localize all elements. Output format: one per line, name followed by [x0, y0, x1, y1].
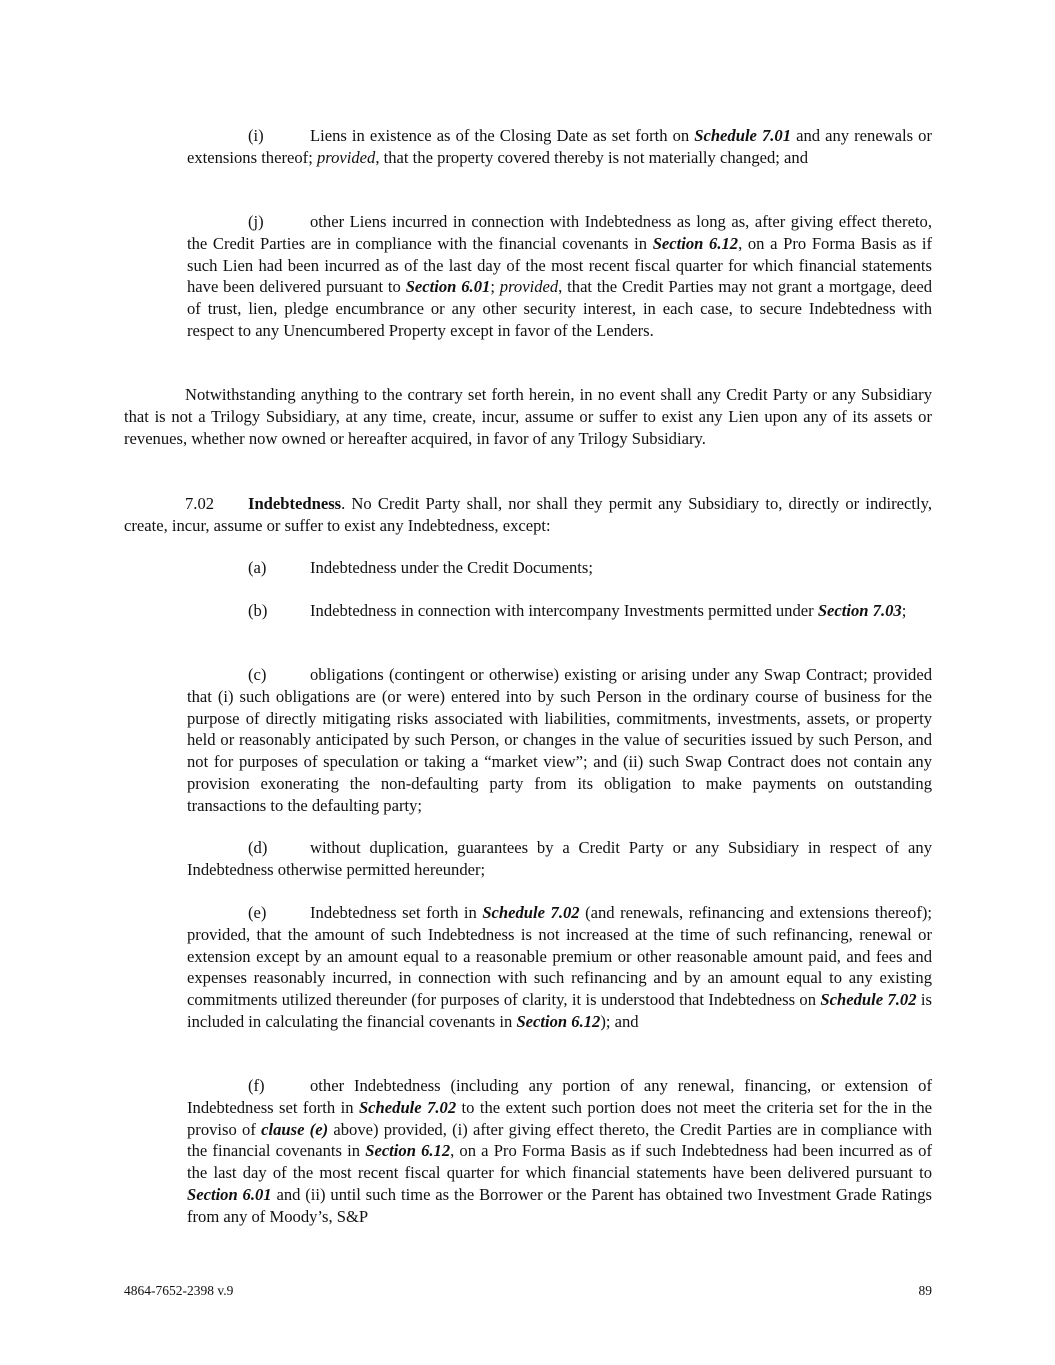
clause-text: ; — [901, 601, 907, 620]
clause-e — [187, 902, 932, 1033]
cross-reference: Schedule 7.02 — [820, 990, 917, 1010]
clause-text: Liens in existence as of the Closing Date as set forth on — [310, 126, 695, 145]
clause-label: (i) — [248, 126, 264, 145]
clause-text: , that the Credit Parties may not grant a mortgage, deed of trust, lien, pledge encumbrance or any other security interest, in each case, to secure Indebtedness with respect to any Unencumbered Property except in favor of the Lenders. — [187, 277, 932, 340]
clause-text: ); and — [600, 1011, 639, 1031]
clause-b — [187, 600, 932, 622]
document-id: 4864-7652-2398 v.9 — [124, 1283, 234, 1298]
clause-text: , on a Pro Forma Basis as if such Lien had been incurred as of the last day of the most recent fiscal quarter for which financial statements have been delivered pursuant to — [187, 233, 932, 297]
cross-reference: Schedule 7.02 — [482, 903, 580, 922]
clause-label: (d) — [248, 838, 268, 857]
cross-reference: Section 6.12 — [516, 1011, 601, 1031]
clause-text: to the extent such portion does not meet the criteria set for the in the proviso of — [187, 1097, 932, 1139]
clause-text: , that the property covered thereby is not materially changed; and — [375, 147, 808, 167]
clause-text: without duplication, guarantees by a Credit Party or any Subsidiary in respect of any Indebtedness otherwise permitted hereunder; — [187, 838, 932, 879]
clause-text: and (ii) until such time as the Borrower or the Parent has obtained two Investment Grade Ratings from any of Moody’s, S&P — [187, 1184, 932, 1226]
clause-text: obligations (contingent or otherwise) existing or arising under any Swap Contract; provided that (i) such obligations are (or were) entered into by such Person in the ordinary course of business for the purpose of directly mitigating risks associated with liabilities, commitments, investments, assets, or property held or reasonably anticipated by such Person, or changes in the value of securities issued by such Person, and not for purposes of speculation or taking a “market view”; and (ii) such Swap Contract does not contain any provision exonerating the non-defaulting party from its obligation to make payments on outstanding transactions to the defaulting party; — [187, 665, 932, 815]
cross-reference: clause (e) — [261, 1119, 329, 1139]
clause-label: (f) — [248, 1076, 265, 1095]
section-text: . No Credit Party shall, nor shall they permit any Subsidiary to, directly or indirectly, create, incur, assume or suffer to exist any Indebtedness, except: — [124, 494, 932, 535]
clause-label: (b) — [248, 601, 268, 620]
cross-reference: Section 6.01 — [405, 277, 491, 297]
cross-reference: Section 6.01 — [187, 1184, 272, 1204]
cross-reference: Section 6.12 — [652, 233, 739, 253]
cross-reference: Section 7.03 — [817, 601, 902, 620]
clause-text: Indebtedness set forth in — [310, 903, 483, 922]
emphasis-text: provided — [316, 147, 376, 167]
clause-a — [187, 557, 932, 579]
page-number: 89 — [918, 1283, 932, 1298]
clause-text: Indebtedness in connection with intercompany Investments permitted under — [310, 601, 818, 620]
clause-c — [187, 664, 932, 817]
clause-text: , on a Pro Forma Basis as if such Indebtedness had been incurred as of the last day of the most recent fiscal quarter for which financial statements have been delivered pursuant to — [187, 1141, 932, 1183]
emphasis-text: provided — [499, 277, 559, 297]
clause-text: Indebtedness under the Credit Documents; — [310, 558, 593, 577]
section-heading: Indebtedness — [248, 494, 342, 513]
notwithstanding-paragraph: Notwithstanding anything to the contrary set forth herein, in no event shall any Credit Party or any Subsidiary that is not a Trilogy Subsidiary, at any time, create, incur, assume or suffer to exist any Lien upon any of its assets or revenues, whether now owned or hereafter acquired, in favor of any Trilogy Subsidiary. — [124, 385, 932, 448]
clause-label: (a) — [248, 558, 267, 577]
clause-i — [187, 125, 932, 169]
clause-text: above) provided, (i) after giving effect thereto, the Credit Parties are in compliance with the financial covenants in — [187, 1119, 933, 1161]
clause-d — [187, 837, 932, 881]
section-7-02 — [124, 493, 932, 537]
clause-text: other Liens incurred in connection with Indebtedness as long as, after giving effect thereto, the Credit Parties are in compliance with the financial covenants in — [187, 212, 932, 253]
clause-f — [187, 1075, 932, 1228]
cross-reference: Schedule 7.02 — [358, 1097, 457, 1117]
clause-j — [187, 211, 932, 342]
clause-text: is included in calculating the financial covenants in — [187, 990, 932, 1031]
clause-label: (j) — [248, 212, 264, 231]
cross-reference: Schedule 7.01 — [694, 126, 792, 145]
clause-label: (c) — [248, 665, 267, 684]
clause-text: (and renewals, refinancing and extensions thereof); provided, that the amount of such Indebtedness is not increased at the time of such refinancing, renewal or extension except by an amount equal to a reasonable premium or other reasonable amount paid, and fees and expenses reasonably incurred, in connection with such refinancing and by an amount equal to any existing commitments utilized thereunder (for purposes of clarity, it is understood that Indebtedness on — [187, 903, 932, 1010]
cross-reference: Section 6.12 — [365, 1141, 451, 1161]
clause-text: and any renewals or extensions thereof; — [187, 126, 932, 167]
clause-label: (e) — [248, 903, 267, 922]
clause-text: other Indebtedness (including any portion of any renewal, financing, or extension of Indebtedness set forth in — [187, 1076, 932, 1117]
section-number: 7.02 — [185, 494, 215, 513]
clause-text: ; — [490, 277, 500, 297]
